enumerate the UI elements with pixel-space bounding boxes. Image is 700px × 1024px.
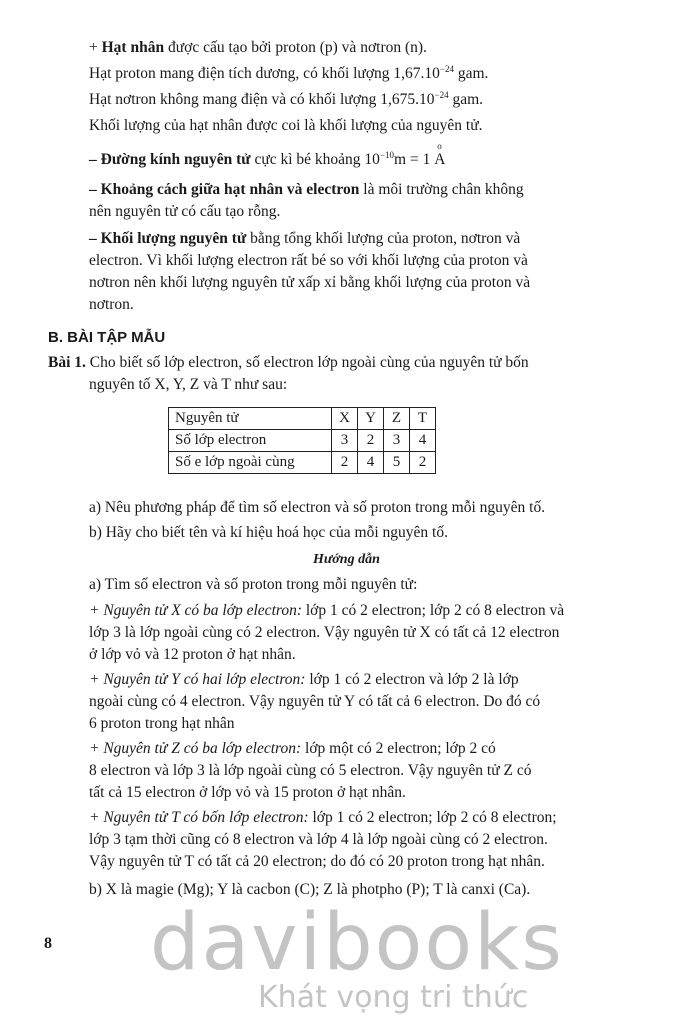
exercise-line-1: Bài 1. Cho biết số lớp electron, số electron lớp ngoài cùng của nguyên tử bốn — [48, 354, 529, 371]
table-cell: Nguyên tử — [169, 408, 332, 430]
table-row — [169, 430, 436, 452]
section-b-title: B. BÀI TẬP MẪU — [48, 329, 166, 346]
table-cell: 3 — [384, 430, 410, 452]
guide-t-line-2: lớp 3 tạm thời cũng có 8 electron và lớp 4 là lớp ngoài cùng có 2 electron. — [89, 831, 548, 848]
guide-x-line-1: + Nguyên tử X có ba lớp electron: lớp 1 có 2 electron; lớp 2 có 8 electron và — [89, 602, 565, 619]
atom-table — [168, 407, 436, 474]
table-cell: 5 — [384, 452, 410, 474]
guide-t-line-1: + Nguyên tử T có bốn lớp electron: lớp 1 có 2 electron; lớp 2 có 8 electron; — [89, 809, 557, 826]
table-cell: Số e lớp ngoài cùng — [169, 452, 332, 474]
mass-line: – Khối lượng nguyên tử bằng tổng khối lượng của proton, nơtron và — [89, 230, 521, 247]
table-cell: Z — [384, 408, 410, 430]
watermark-brand: davibooks — [150, 898, 564, 988]
distance-line: – Khoảng cách giữa hạt nhân và electron là môi trường chân không — [89, 181, 524, 198]
question-b: b) Hãy cho biết tên và kí hiệu hoá học của mỗi nguyên tố. — [89, 524, 448, 541]
table-cell: 4 — [358, 452, 384, 474]
guide-a-intro: a) Tìm số electron và số proton trong mỗi nguyên tử: — [89, 576, 418, 593]
table-cell: X — [332, 408, 358, 430]
guide-title: Hướng dẫn — [313, 552, 380, 567]
exercise-line-2: nguyên tố X, Y, Z và T như sau: — [89, 376, 288, 393]
mass-line-4: nơtron. — [89, 296, 134, 313]
guide-z-line-3: tất cả 15 electron ở lớp vỏ và 15 proton ở hạt nhân. — [89, 784, 406, 801]
guide-b-answer: b) X là magie (Mg); Y là cacbon (C); Z là photpho (P); T là canxi (Ca). — [89, 881, 531, 898]
table-row — [169, 452, 436, 474]
mass-nucleus-line: Khối lượng của hạt nhân được coi là khối lượng của nguyên tử. — [89, 117, 483, 134]
table-cell: 2 — [410, 452, 436, 474]
table-cell: T — [410, 408, 436, 430]
guide-z-line-1: + Nguyên tử Z có ba lớp electron: lớp một có 2 electron; lớp 2 có — [89, 740, 496, 757]
diameter-line: – Đường kính nguyên tử cực kì bé khoảng $10^{-10}m = 1$ o A — [89, 141, 446, 168]
table-cell: 2 — [332, 452, 358, 474]
guide-x-line-2: lớp 3 là lớp ngoài cùng có 2 electron. Vậy nguyên tử X có tất cả 12 electron — [89, 624, 560, 641]
guide-y-line-3: 6 proton trong hạt nhân — [89, 715, 235, 732]
page-number: 8 — [44, 935, 52, 952]
table-cell: 3 — [332, 430, 358, 452]
neutron-line: Hạt nơtron không mang điện và có khối lượng $1,675.10^{-24}$ gam. — [89, 90, 484, 108]
table-cell: Y — [358, 408, 384, 430]
question-a: a) Nêu phương pháp để tìm số electron và số proton trong mỗi nguyên tố. — [89, 499, 546, 516]
watermark-slogan: Khát vọng tri thức — [258, 980, 529, 1015]
guide-y-line-2: ngoài cùng có 4 electron. Vậy nguyên tử Y có tất cả 6 electron. Do đó có — [89, 693, 541, 710]
table-cell: 4 — [410, 430, 436, 452]
table-cell: Số lớp electron — [169, 430, 332, 452]
table-header-row — [169, 408, 436, 430]
nucleus-line: + Hạt nhân được cấu tạo bởi proton (p) và nơtron (n). — [89, 39, 427, 56]
mass-line-3: nơtron nên khối lượng nguyên tử xấp xỉ bằng khối lượng của proton và — [89, 274, 531, 291]
guide-t-line-3: Vậy nguyên tử T có tất cả 20 electron; do đó có 20 proton trong hạt nhân. — [89, 853, 545, 870]
proton-line: Hạt proton mang điện tích dương, có khối lượng $1,67.10^{-24}$ gam. — [89, 64, 489, 82]
guide-x-line-3: ở lớp vỏ và 12 proton ở hạt nhân. — [89, 646, 296, 663]
table-cell: 2 — [358, 430, 384, 452]
distance-line-2: nên nguyên tử có cấu tạo rỗng. — [89, 203, 281, 220]
guide-z-line-2: 8 electron và lớp 3 là lớp ngoài cùng có 5 electron. Vậy nguyên tử Z có — [89, 762, 532, 779]
guide-y-line-1: + Nguyên tử Y có hai lớp electron: lớp 1 có 2 electron và lớp 2 là lớp — [89, 671, 519, 688]
mass-line-2: electron. Vì khối lượng electron rất bé so với khối lượng của proton và — [89, 252, 528, 269]
